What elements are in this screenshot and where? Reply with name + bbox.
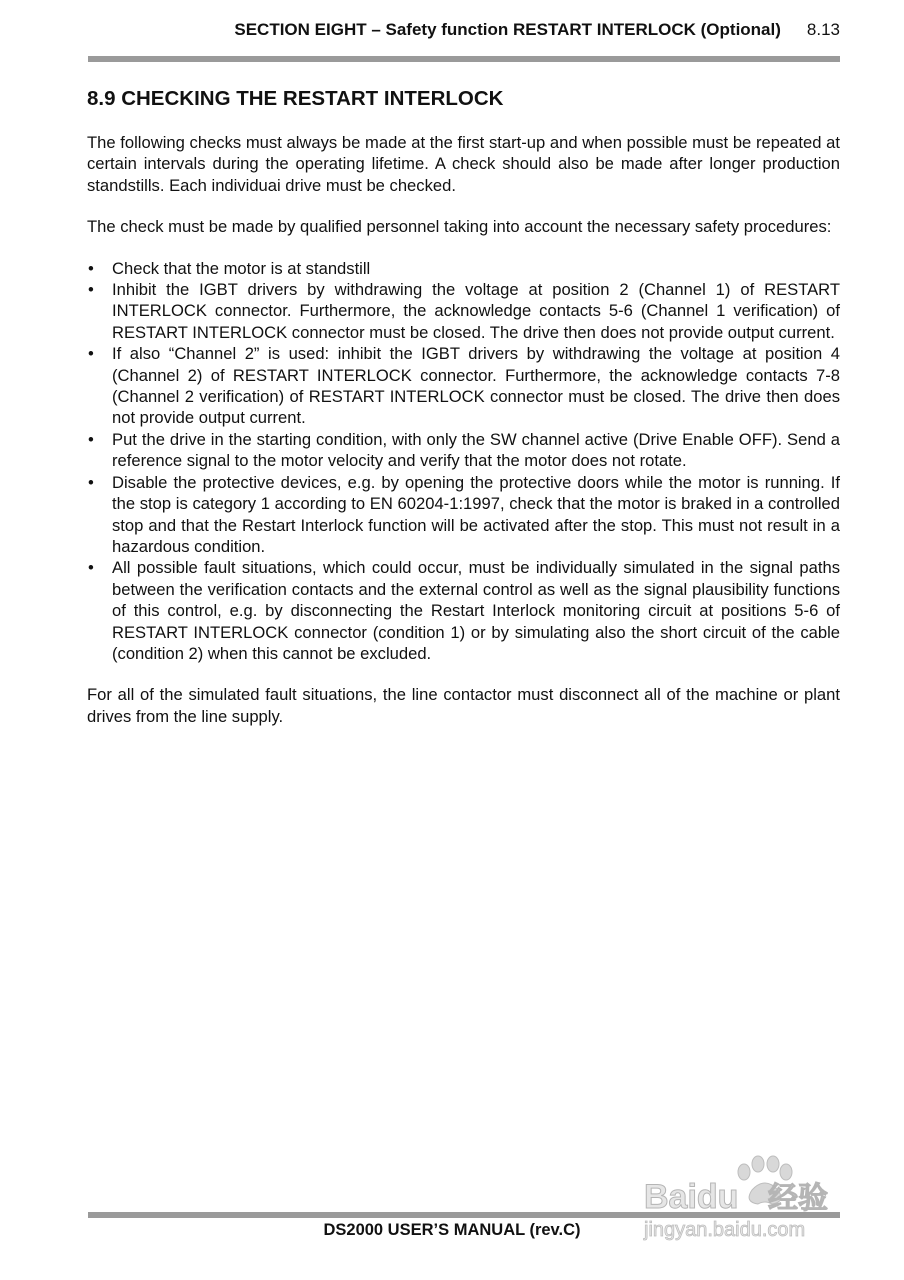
watermark-brand-cn: 经验: [768, 1181, 828, 1216]
section-title: SECTION EIGHT – Safety function RESTART INTERLOCK (Optional): [234, 20, 781, 39]
bullet-icon: •: [88, 429, 94, 449]
baidu-watermark-logo: [640, 1150, 850, 1245]
checks-list: [87, 258, 840, 665]
bullet-icon: •: [88, 280, 94, 300]
list-item: [87, 557, 840, 664]
header-divider: [88, 56, 840, 62]
list-item: [87, 279, 840, 343]
watermark-url: jingyan.baidu.com: [644, 1219, 806, 1241]
bullet-icon: •: [88, 258, 94, 278]
page-number: 8.13: [806, 20, 840, 39]
list-item: [87, 472, 840, 558]
bullet-icon: •: [88, 344, 94, 364]
list-item: [87, 429, 840, 472]
bullet-icon: •: [88, 558, 94, 578]
page-header: [88, 20, 840, 44]
list-item: [87, 258, 840, 279]
list-item-text: Check that the motor is at standstill: [112, 258, 371, 278]
watermark-brand: Baidu: [644, 1178, 739, 1216]
list-item-text: All possible fault situations, which could occur, must be individually simulated in the signal paths between the verification contacts and the external control as well as the signal plausibility functions of this control, e.g. by disconnecting the Restart Interlock monitoring circuit at positions 5-6 of RESTART INTERLOCK connector (condition 1) or by simulating also the short circuit of the cable (condition 2) when this cannot be excluded.: [112, 558, 840, 663]
document-body: [87, 86, 840, 747]
footer-manual-title: DS2000 USER’S MANUAL (rev.C): [323, 1221, 581, 1239]
closing-paragraph: For all of the simulated fault situations, the line contactor must disconnect all of the machine or plant drives from the line supply.: [87, 685, 840, 726]
list-item-text: If also “Channel 2” is used: inhibit the IGBT drivers by withdrawing the voltage at position 4 (Channel 2) of RESTART INTERLOCK connector. Furthermore, the acknowledge contacts 7-8 (Channel 2 verification) of RESTART INTERLOCK connector must be closed. The drive then does not provide output current.: [112, 344, 840, 428]
list-item-text: Disable the protective devices, e.g. by opening the protective doors while the motor is running. If the stop is category 1 according to EN 60204-1:1997, check that the motor is braked in a controlled stop and that the Restart Interlock function will be activated after the stop. This must not result in a hazardous condition.: [112, 472, 840, 556]
list-item-text: Inhibit the IGBT drivers by withdrawing the voltage at position 2 (Channel 1) of RESTART INTERLOCK connector. Furthermore, the acknowledge contacts 5-6 (Channel 1 verification) of RESTART INTERLOCK connector must be closed. The drive then does not provide output current.: [112, 280, 840, 342]
list-item-text: Put the drive in the starting condition, with only the SW channel active (Drive Enable OFF). Send a reference signal to the motor velocity and verify that the motor does not rotate.: [112, 429, 840, 471]
section-heading: 8.9 CHECKING THE RESTART INTERLOCK: [87, 87, 504, 110]
bullet-icon: •: [88, 472, 94, 492]
list-item: [87, 343, 840, 429]
intro-paragraph: The following checks must always be made at the first start-up and when possible must be repeated at certain intervals during the operating lifetime. A check should also be made after longer production standstills. Each individuai drive must be checked.: [87, 133, 840, 195]
personnel-paragraph: The check must be made by qualified personnel taking into account the necessary safety procedures:: [87, 217, 832, 237]
